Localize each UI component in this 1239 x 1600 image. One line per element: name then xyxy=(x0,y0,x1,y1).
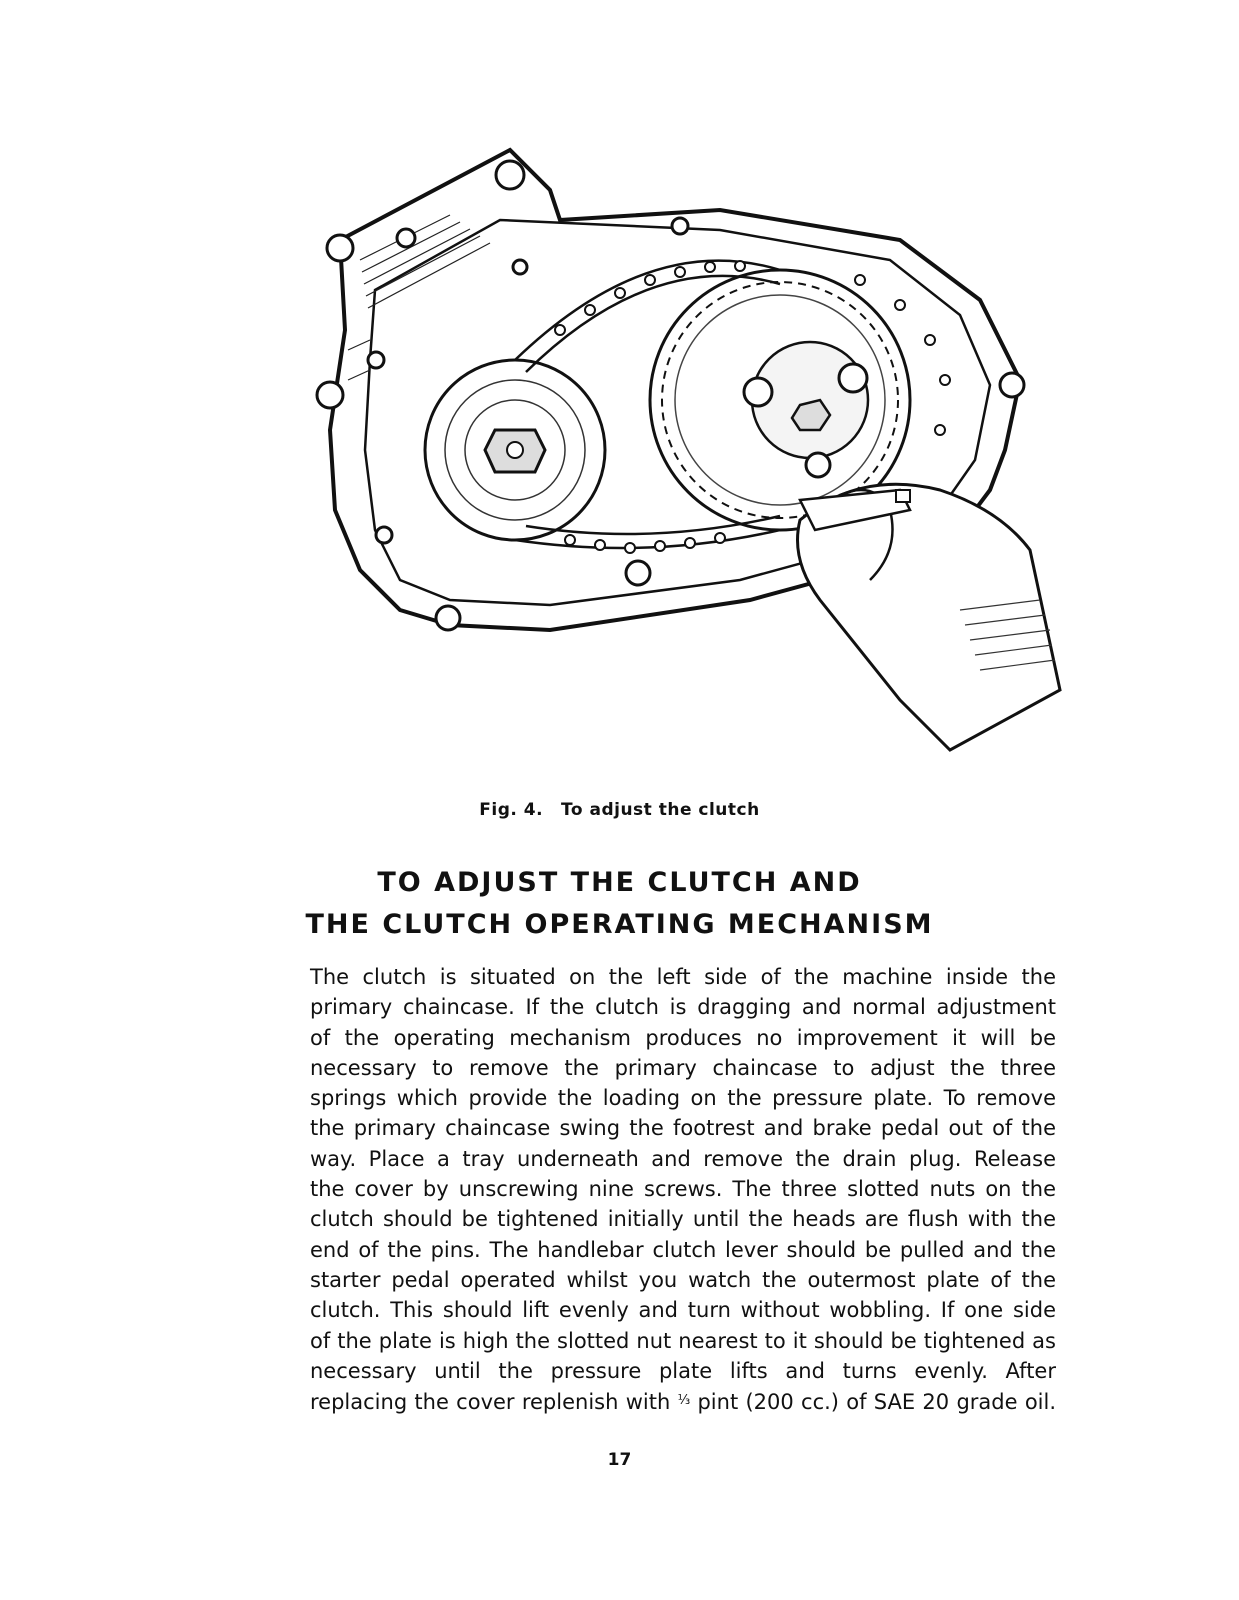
figure-caption-text: To adjust the clutch xyxy=(561,800,760,820)
heading-line-1: TO ADJUST THE CLUTCH AND xyxy=(377,867,862,898)
last-line-end: pint (200 cc.) of SAE 20 grade oil. xyxy=(697,1390,1057,1415)
figure-caption xyxy=(0,800,1239,820)
figure-number: Fig. 4. xyxy=(479,800,544,820)
body-paragraph xyxy=(310,962,1056,1417)
body-line: necessary to remove the primary chaincase to adjust the three xyxy=(310,1055,1056,1080)
body-line: primary chaincase. If the clutch is dragging and normal adjustment xyxy=(310,995,1056,1020)
body-line: the primary chaincase swing the footrest and brake pedal out of the xyxy=(310,1116,1056,1141)
body-line: springs which provide the loading on the pressure plate. To remove xyxy=(310,1086,1056,1111)
body-line: way. Place a tray underneath and remove the drain plug. Release xyxy=(310,1146,1056,1171)
heading-line-2: THE CLUTCH OPERATING MECHANISM xyxy=(305,909,934,940)
body-line: end of the pins. The handlebar clutch lever should be pulled and the xyxy=(310,1237,1056,1262)
body-last-line xyxy=(310,1386,1056,1417)
page-number: 17 xyxy=(607,1450,632,1470)
section-heading xyxy=(0,862,1239,946)
body-line: clutch should be tightened initially until the heads are flush with the xyxy=(310,1207,1056,1232)
clutch-illustration xyxy=(300,130,1080,770)
fraction: ⅓ xyxy=(677,1393,691,1409)
body-line: of the plate is high the slotted nut nearest to it should be tightened as xyxy=(310,1328,1056,1353)
last-line-start: replacing the cover replenish with xyxy=(310,1390,671,1415)
body-line: The clutch is situated on the left side of the machine inside the xyxy=(310,965,1056,989)
body-line: clutch. This should lift evenly and turn without wobbling. If one side xyxy=(310,1298,1056,1323)
body-line: of the operating mechanism produces no improvement it will be xyxy=(310,1025,1056,1050)
body-line: starter pedal operated whilst you watch the outermost plate of the xyxy=(310,1267,1056,1292)
body-line: necessary until the pressure plate lifts and turns evenly. After xyxy=(310,1358,1056,1383)
body-line: the cover by unscrewing nine screws. The three slotted nuts on the xyxy=(310,1177,1056,1202)
